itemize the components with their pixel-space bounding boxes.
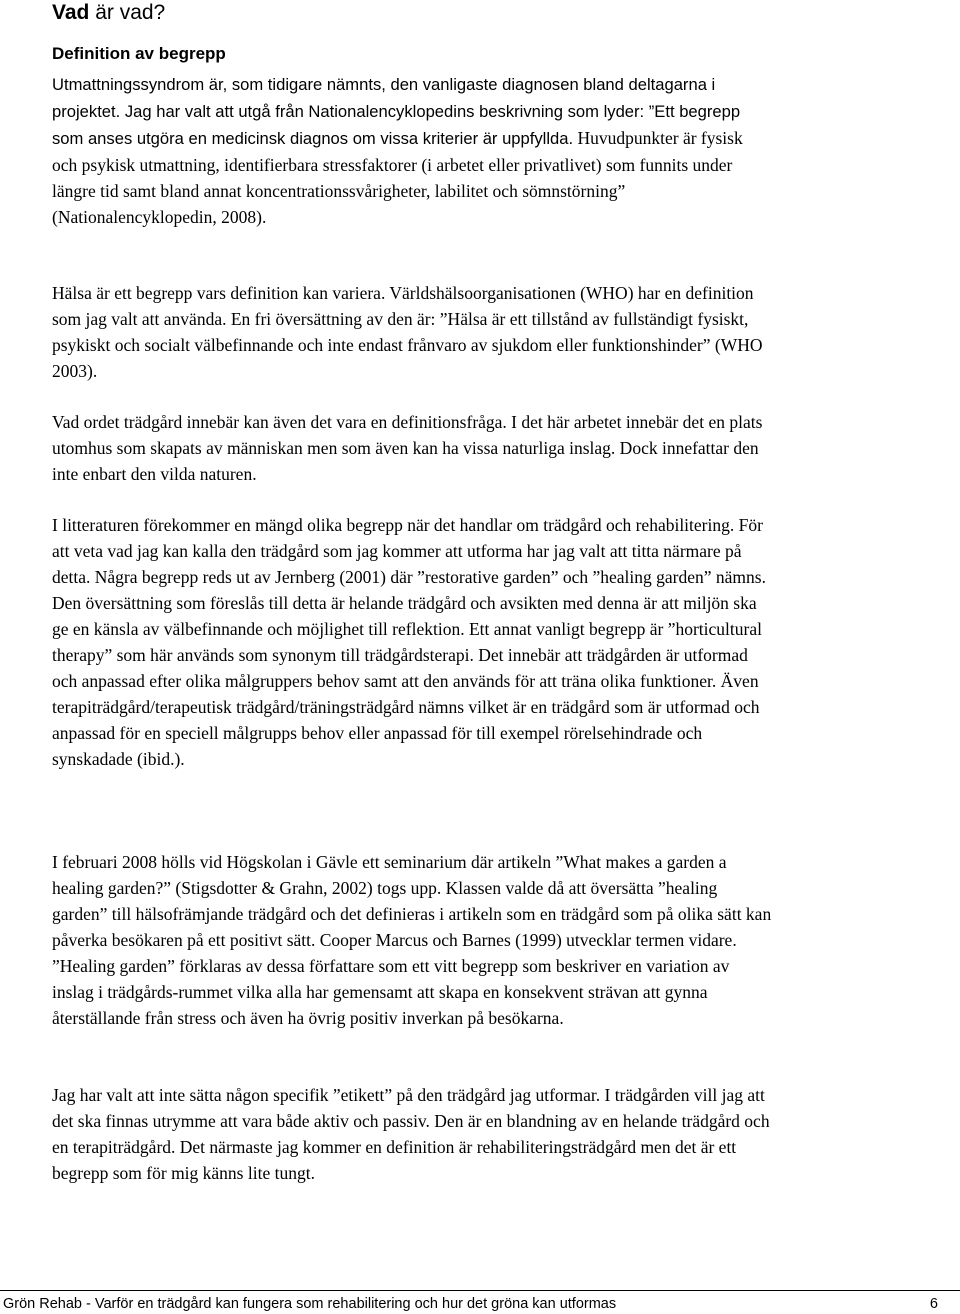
footer-divider	[0, 1290, 960, 1291]
paragraph-definition-utmattning-part2: Huvudpunkter är fysisk och psykisk utmattning, identifierbara stressfaktorer (i arbetet eller privatlivet) som funnits under längre tid samt bland annat koncentrationssvårigheter, labilitet och sömnstörning” (Nationalencyklopedin, 2008).	[52, 128, 743, 227]
paragraph-definition-halsa: Hälsa är ett begrepp vars definition kan variera. Världshälsoorganisationen (WHO) har en definition som jag valt att använda. En fri översättning av den är: ”Hälsa är ett tillstånd av fullständigt fysiskt, psykiskt och socialt välbefinnande och inte endast frånvaro av sjukdom eller funktionshinder” (WHO 2003).	[52, 283, 763, 381]
page-title-bold: Vad	[52, 1, 90, 24]
paragraph-seminarium: I februari 2008 hölls vid Högskolan i Gävle ett seminarium där artikeln ”What makes a garden a healing garden?” (Stigsdotter & Grahn, 2002) togs upp. Klassen valde då att översätta ”healing garden” till hälsofrämjande trädgård och det definieras i artikeln som en trädgård som på olika sätt kan påverka besökaren på ett positivt sätt. Cooper Marcus och Barnes (1999) utvecklar termen vidare. ”Healing garden” förklaras av dessa författare som ett vitt begrepp som beskriver en variation av inslag i trädgårds-rummet vilka alla har gemensamt att skapa en konsekvent strävan att gynna återställande från stress och även ha övrig positiv inverkan på besökarna.	[52, 852, 772, 1028]
paragraph-definition-utmattning	[52, 71, 772, 230]
page-title-rest: är vad?	[89, 1, 166, 24]
page-number: 6	[929, 1296, 938, 1312]
page-title	[52, 0, 165, 26]
paragraph-definition-utmattning-part1: Utmattningssyndrom är, som tidigare nämnts, den vanligaste diagnosen bland deltagarna i projektet. Jag har valt att utgå från Nationalencyklopedins beskrivning som lyder: ”Ett begrepp som anses utgöra en medicinsk diagnos om vissa kriterier är uppfyllda.	[52, 75, 741, 148]
paragraph-etikett: Jag har valt att inte sätta någon specifik ”etikett” på den trädgård jag utformar. I trädgården vill jag att det ska finnas utrymme att vara både aktiv och passiv. Den är en blandning av en helande trädgård och en terapiträdgård. Det närmaste jag kommer en definition är rehabiliteringsträdgård men det är ett begrepp som för mig känns lite tungt.	[52, 1085, 770, 1183]
section-heading: Definition av begrepp	[52, 44, 226, 63]
paragraph-begrepp-litteratur: I litteraturen förekommer en mängd olika begrepp när det handlar om trädgård och rehabilitering. För att veta vad jag kan kalla den trädgård som jag kommer att utforma har jag valt att titta närmare på detta. Några begrepp reds ut av Jernberg (2001) där ”restorative garden” och ”healing garden” nämns. Den översättning som föreslås till detta är helande trädgård och avsikten med denna är att miljön ska ge en känsla av välbefinnande och möjlighet till reflektion. Ett annat vanligt begrepp är ”horticultural therapy” som här används som synonym till trädgårdsterapi. Det innebär att trädgården är utformad och anpassad efter olika målgruppers behov samt att den används för att träna olika funktioner. Även terapiträdgård/terapeutisk trädgård/träningsträdgård nämns vilket är en trädgård som är utformad och anpassad för en speciell målgrupps behov eller anpassad för till exempel rörelsehindrade och synskadade (ibid.).	[52, 515, 766, 769]
paragraph-definition-tradgard: Vad ordet trädgård innebär kan även det vara en definitionsfråga. I det här arbetet innebär det en plats utomhus som skapats av människan men som även kan ha vissa naturliga inslag. Dock innefattar den inte enbart den vilda naturen.	[52, 412, 763, 484]
footer-title: Grön Rehab - Varför en trädgård kan fungera som rehabilitering och hur det gröna kan utformas	[3, 1296, 617, 1312]
